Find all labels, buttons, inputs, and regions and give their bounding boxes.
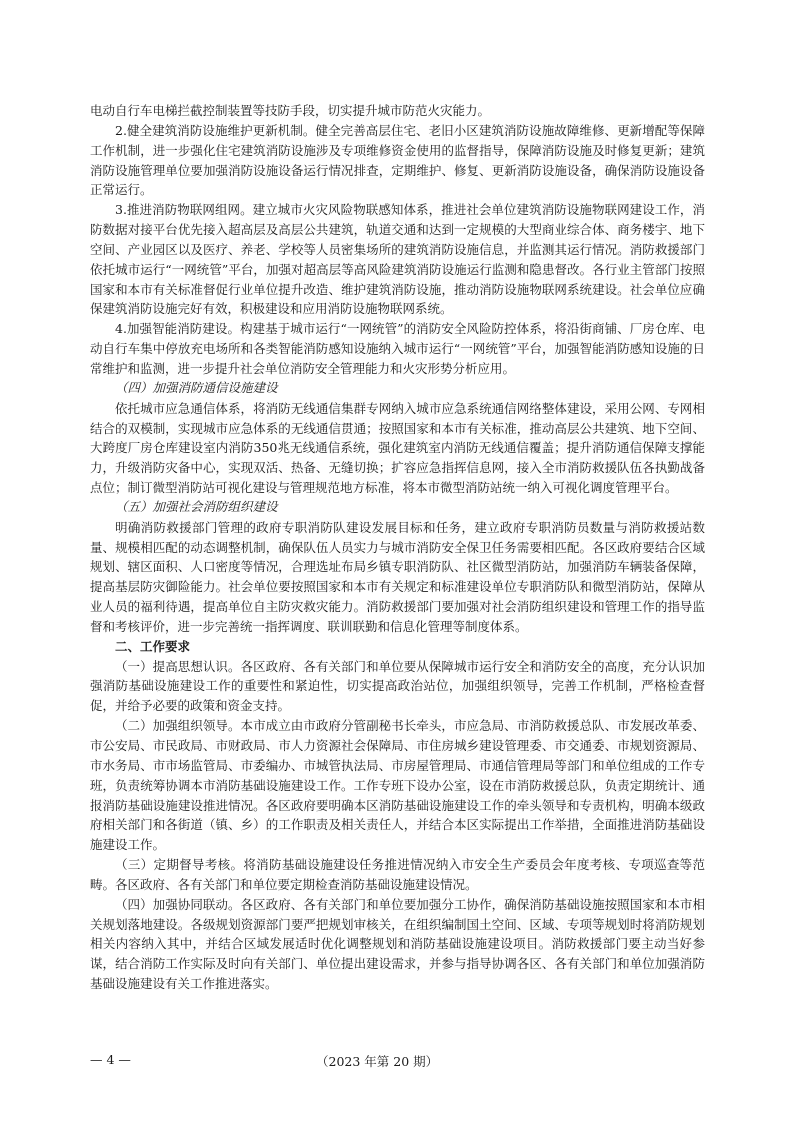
paragraph-requirement-1: （一）提高思想认识。各区政府、各有关部门和单位要从保障城市运行安全和消防安全的高度，充分认识加强消防基础设施建设工作的重要性和紧迫性，切实提高政治站位，加强组织领导，完善工作机制，严格检查督促，并给予必要的政策和资金支持。	[90, 658, 705, 714]
section-heading-requirements: 二、工作要求	[115, 638, 191, 654]
subheading-communication: （四）加强消防通信设施建设	[115, 380, 278, 395]
paragraph-item-4: 4.加强智能消防建设。构建基于城市运行“一网统管”的消防安全风险防控体系，将沿街商铺、厂房仓库、电动自行车集中停放充电场所和各类智能消防感知设施纳入城市运行“一网统管”平台，加强智能消防感知设施的日常维护和监测，进一步提升社会单位消防安全管理能力和火灾形势分析应用。	[90, 321, 705, 376]
subheading-social-organization: （五）加强社会消防组织建设	[115, 499, 278, 514]
issue-label: （2023 年第 20 期）	[316, 1054, 439, 1069]
paragraph-requirement-4: （四）加强协同联动。各区政府、各有关部门和单位要加强分工协作，确保消防基础设施按照国家和本市相关规划落地建设。各级规划资源部门要严把规划审核关，在组织编制国土空间、区域、专项等规划时将消防规划相关内容纳入其中，并结合区域发展适时优化调整规划和消防基础设施建设项目。消防救援部门要主动当好参谋，结合消防工作实际及时向有关部门、单位提出建设需求，并参与指导协调各区、各有关部门和单位加强消防基础设施建设有关工作推进落实。	[90, 896, 705, 992]
paragraph-item-3: 3.推进消防物联网组网。建立城市火灾风险物联感知体系，推进社会单位建筑消防设施物联网建设工作，消防数据对接平台优先接入超高层及高层公共建筑，轨道交通和达到一定规模的大型商业综合体、商务楼宇、地下空间、产业园区以及医疗、养老、学校等人员密集场所的建筑消防设施信息，并监测其运行情况。消防救援部门依托城市运行“一网统管”平台，加强对超高层等高风险建筑消防设施运行监测和隐患督改。各行业主管部门按照国家和本市有关标准督促行业单位提升改造、维护建筑消防设施，推动消防设施物联网系统建设。社会单位应确保建筑消防设施完好有效，积极建设和应用消防设施物联网系统。	[90, 202, 705, 317]
paragraph-item-2: 2.健全建筑消防设施维护更新机制。健全完善高层住宅、老旧小区建筑消防设施故障维修、更新增配等保障工作机制，进一步强化住宅建筑消防设施涉及专项维修资金使用的监督指导，保障消防设施及时修复更新；建筑消防设施管理单位要加强消防设施设备运行情况排查，定期维护、修复、更新消防设施设备，确保消防设施设备正常运行。	[90, 122, 705, 198]
paragraph-intro-tail: 电动自行车电梯拦截控制装置等技防手段，切实提升城市防范火灾能力。	[90, 103, 491, 118]
page-number: — 4 —	[90, 1052, 131, 1067]
paragraph-social-organization: 明确消防救援部门管理的政府专职消防队建设发展目标和任务，建立政府专职消防员数量与消防救援站数量、规模相匹配的动态调整机制，确保队伍人员实力与城市消防安全保卫任务需要相匹配。各区政府要结合区域规划、辖区面积、人口密度等情况，合理选址布局乡镇专职消防队、社区微型消防站，加强消防车辆装备保障，提高基层防灾御险能力。社会单位要按照国家和本市有关规定和标准建设单位专职消防队和微型消防站，保障从业人员的福利待遇，提高单位自主防灾救灾能力。消防救援部门要加强对社会消防组织建设和管理工作的指导监督和考核评价，进一步完善统一指挥调度、联训联勤和信息化管理等制度体系。	[90, 519, 705, 634]
paragraph-requirement-3: （三）定期督导考核。将消防基础设施建设任务推进情况纳入市安全生产委员会年度考核、专项巡查等范畴。各区政府、各有关部门和单位要定期检查消防基础设施建设情况。	[90, 857, 705, 892]
paragraph-communication: 依托城市应急通信体系，将消防无线通信集群专网纳入城市应急系统通信网络整体建设，采用公网、专网相结合的双模制，实现城市应急体系的无线通信贯通；按照国家和本市有关标准，推动高层公共建筑、地下空间、大跨度厂房仓库建设室内消防350兆无线通信系统，强化建筑室内消防无线通信覆盖；提升消防通信保障支撑能力，升级消防灾备中心，实现双活、热备、无缝切换；扩容应急指挥信息网，接入全市消防救援队伍各执勤战备点位；制订微型消防站可视化建设与管理规范地方标准，将本市微型消防站统一纳入可视化调度管理平台。	[90, 400, 705, 496]
page-footer	[90, 1052, 705, 1072]
paragraph-requirement-2: （二）加强组织领导。本市成立由市政府分管副秘书长牵头，市应急局、市消防救援总队、市发展改革委、市公安局、市民政局、市财政局、市人力资源社会保障局、市住房城乡建设管理委、市交通委、市规划资源局、市水务局、市市场监管局、市委编办、市城管执法局、市房屋管理局、市通信管理局等部门和单位组成的工作专班，负责统筹协调本市消防基础设施建设工作。工作专班下设办公室，设在市消防救援总队，负责定期统计、通报消防基础设施建设推进情况。各区政府要明确本区消防基础设施建设工作的牵头领导和专责机构，明确本级政府相关部门和各街道（镇、乡）的工作职责及相关责任人，并结合本区实际提出工作举措，全面推进消防基础设施建设工作。	[90, 718, 705, 853]
document-body	[90, 101, 705, 994]
